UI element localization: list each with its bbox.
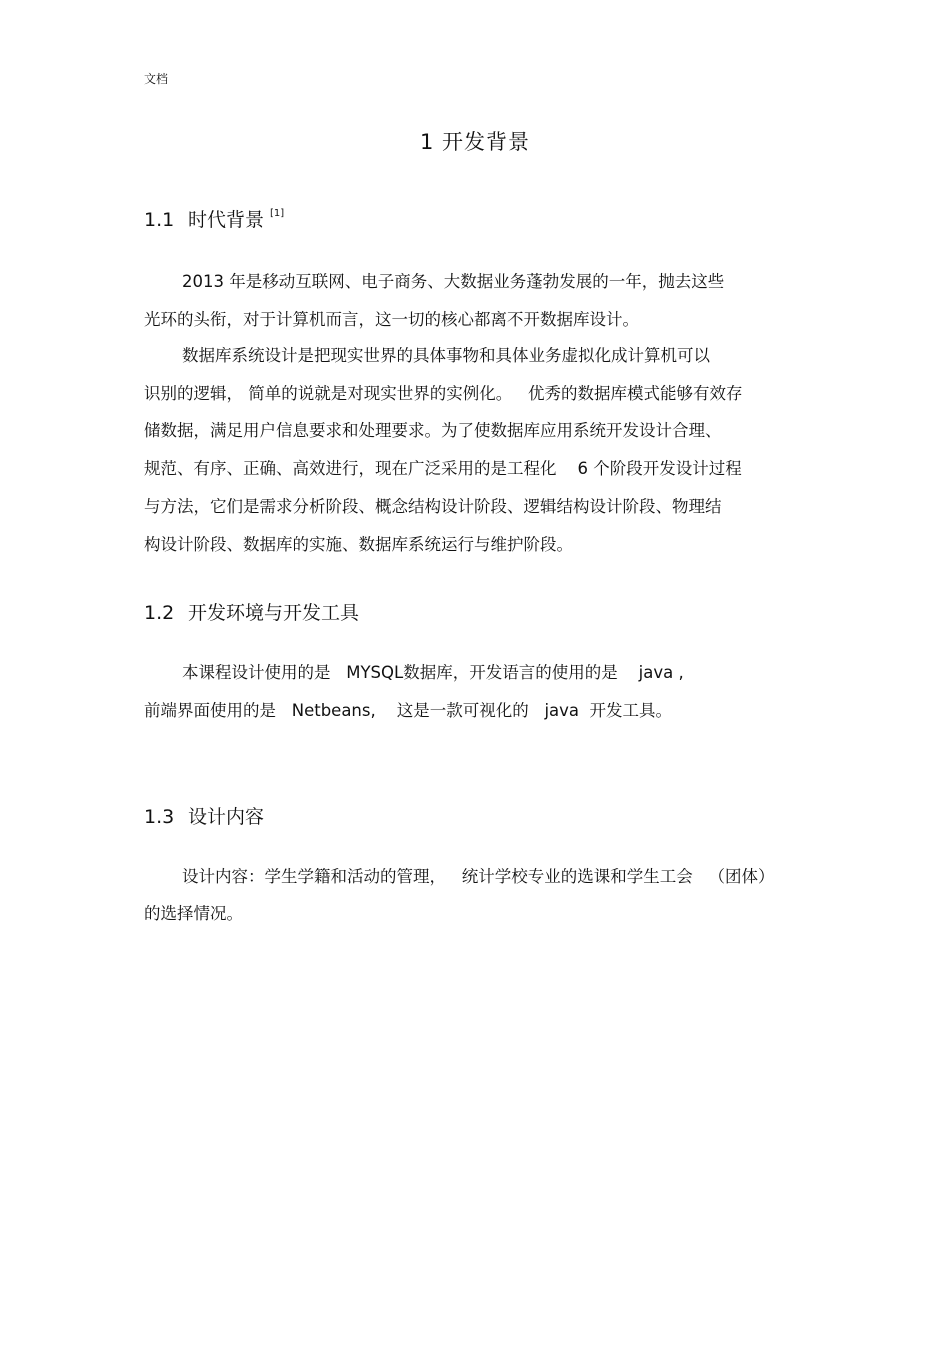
paragraph-line: 储数据，满足用户信息要求和处理要求。为了使数据库应用系统开发设计合理、 xyxy=(144,421,722,440)
paragraph-line: 构设计阶段、数据库的实施、数据库系统运行与维护阶段。 xyxy=(144,535,573,554)
paragraph-line: 数据库系统设计是把现实世界的具体事物和具体业务虚拟化成计算机可以 xyxy=(182,346,710,365)
section-number: 1.3 xyxy=(144,806,175,828)
paragraph-line: 本课程设计使用的是 MYSQL数据库，开发语言的使用的是 java , xyxy=(182,663,684,682)
page-header: 文档 xyxy=(144,72,169,86)
section-heading-1-2 xyxy=(144,598,359,625)
paragraph-line: 光环的头衔，对于计算机而言，这一切的核心都离不开数据库设计。 xyxy=(144,310,639,329)
paragraph-line: 识别的逻辑， 简单的说就是对现实世界的实例化。 优秀的数据库模式能够有效存 xyxy=(144,384,743,403)
section-number: 1.2 xyxy=(144,602,175,624)
paragraph-line: 与方法，它们是需求分析阶段、概念结构设计阶段、逻辑结构设计阶段、物理结 xyxy=(144,497,722,516)
section-title: 时代背景 xyxy=(188,209,265,231)
paragraph-line: 2013 年是移动互联网、电子商务、大数据业务蓬勃发展的一年，抛去这些 xyxy=(182,272,725,291)
paragraph-line: 设计内容：学生学籍和活动的管理， 统计学校专业的选课和学生工会 （团体） xyxy=(182,867,775,886)
paragraph-line: 的选择情况。 xyxy=(144,904,243,923)
section-heading-1-3 xyxy=(144,802,264,829)
section-number: 1.1 xyxy=(144,209,175,231)
section-heading-1-1 xyxy=(144,205,284,232)
chapter-title: 1 开发背景 xyxy=(419,130,531,154)
paragraph-line: 规范、有序、正确、高效进行，现在广泛采用的是工程化 6 个阶段开发设计过程 xyxy=(144,459,742,478)
section-title: 开发环境与开发工具 xyxy=(188,602,360,624)
section-title: 设计内容 xyxy=(188,806,265,828)
paragraph-line: 前端界面使用的是 Netbeans, 这是一款可视化的 java 开发工具。 xyxy=(144,701,673,720)
citation-ref[interactable]: [1] xyxy=(270,208,285,219)
